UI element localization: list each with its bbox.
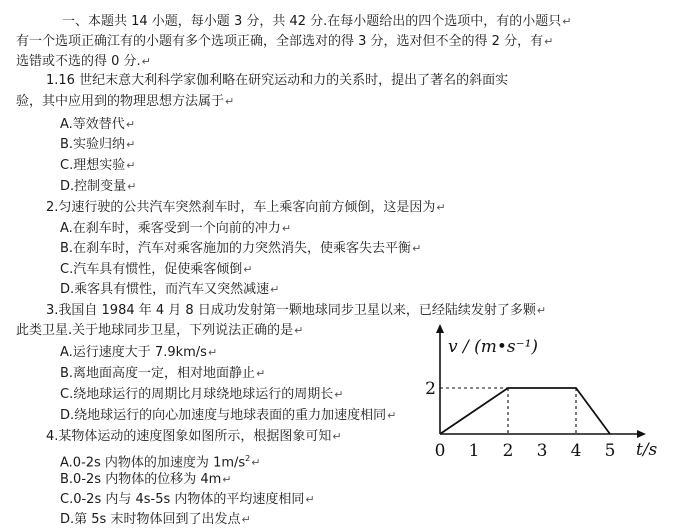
x-tick-label: 2 xyxy=(502,441,514,461)
velocity-time-graph xyxy=(425,318,675,468)
question-3-stem: 3.我国自 1984 年 4 月 8 日成功发射第一颗地球同步卫星以来，已经陆续发射了多颗↵ xyxy=(46,303,547,318)
x-tick-label: 0 xyxy=(434,441,446,461)
question-3-option-d: D.绕地球运行的向心加速度与地球表面的重力加速度相同↵ xyxy=(60,408,397,423)
graph-series xyxy=(440,388,610,434)
question-3-option-a: A.运行速度大于 7.9km/s↵ xyxy=(60,345,218,360)
x-tick-label: 4 xyxy=(570,441,582,461)
graph-ticks xyxy=(425,379,615,461)
x-axis-label: t/s xyxy=(636,440,658,460)
question-1-stem: 1.16 世纪末意大利科学家伽利略在研究运动和力的关系时，提出了著名的斜面实 xyxy=(46,73,509,88)
question-3-option-c: C.绕地球运行的周期比月球绕地球运行的周期长↵ xyxy=(60,387,344,402)
superscript-two: 2 xyxy=(245,454,251,463)
question-4-option-c: C.0-2s 内与 4s-5s 内物体的平均速度相同↵ xyxy=(60,492,315,507)
question-1-option-a: A.等效替代↵ xyxy=(60,117,136,132)
question-4-option-b: B.0-2s 内物体的位移为 4m↵ xyxy=(60,472,232,487)
question-4-option-a: A.0-2s 内物体的加速度为 $1m/s^2↵$ xyxy=(60,454,261,471)
question-2-stem: 2.匀速行驶的公共汽车突然刹车时，车上乘客向前方倾倒，这是因为↵ xyxy=(46,200,446,215)
question-3-stem-cont: 此类卫星.关于地球同步卫星，下列说法正确的是↵ xyxy=(16,323,304,338)
question-1-option-b: B.实验归纳↵ xyxy=(60,137,136,152)
intro-line-1: 一、本题共 14 小题，每小题 3 分，共 42 分.在每小题给出的四个选项中，有的小题只↵ xyxy=(62,14,572,29)
velocity-line xyxy=(440,388,610,434)
question-3-option-b: B.离地面高度一定，相对地面静止↵ xyxy=(60,366,266,381)
question-4-stem: 4.某物体运动的速度图象如图所示，根据图象可知↵ xyxy=(46,429,342,444)
question-1-stem-cont: 验，其中应用到的物理思想方法属于↵ xyxy=(16,94,235,109)
y-axis-arrow xyxy=(436,324,444,333)
graph-guides xyxy=(440,388,576,434)
y-tick-label: 2 xyxy=(425,379,436,399)
question-1-option-d: D.控制变量↵ xyxy=(60,179,137,194)
question-2-option-a: A.在刹车时，乘客受到一个向前的冲力↵ xyxy=(60,221,292,236)
intro-line-2: 有一个选项正确江有的小题有多个选项正确，全部选对的得 3 分，选对但不全的得 2 分，有↵ xyxy=(16,34,554,49)
question-4-option-d: D.第 5s 末时物体回到了出发点↵ xyxy=(60,512,251,527)
x-axis-arrow xyxy=(637,430,646,438)
question-2-option-b: B.在刹车时，汽车对乘客施加的力突然消失，使乘客失去平衡↵ xyxy=(60,241,422,256)
x-tick-label: 5 xyxy=(604,441,616,461)
question-1-option-c: C.理想实验↵ xyxy=(60,158,136,173)
question-2-option-d: D.乘客具有惯性，而汽车又突然减速↵ xyxy=(60,282,280,297)
x-tick-label: 1 xyxy=(468,441,480,461)
x-tick-label: 3 xyxy=(536,441,548,461)
y-axis-label: v / (m•s⁻¹) xyxy=(448,337,539,357)
question-2-option-c: C.汽车具有惯性，促使乘客倾倒↵ xyxy=(60,262,253,277)
intro-line-3: 选错或不选的得 0 分.↵ xyxy=(16,54,151,69)
